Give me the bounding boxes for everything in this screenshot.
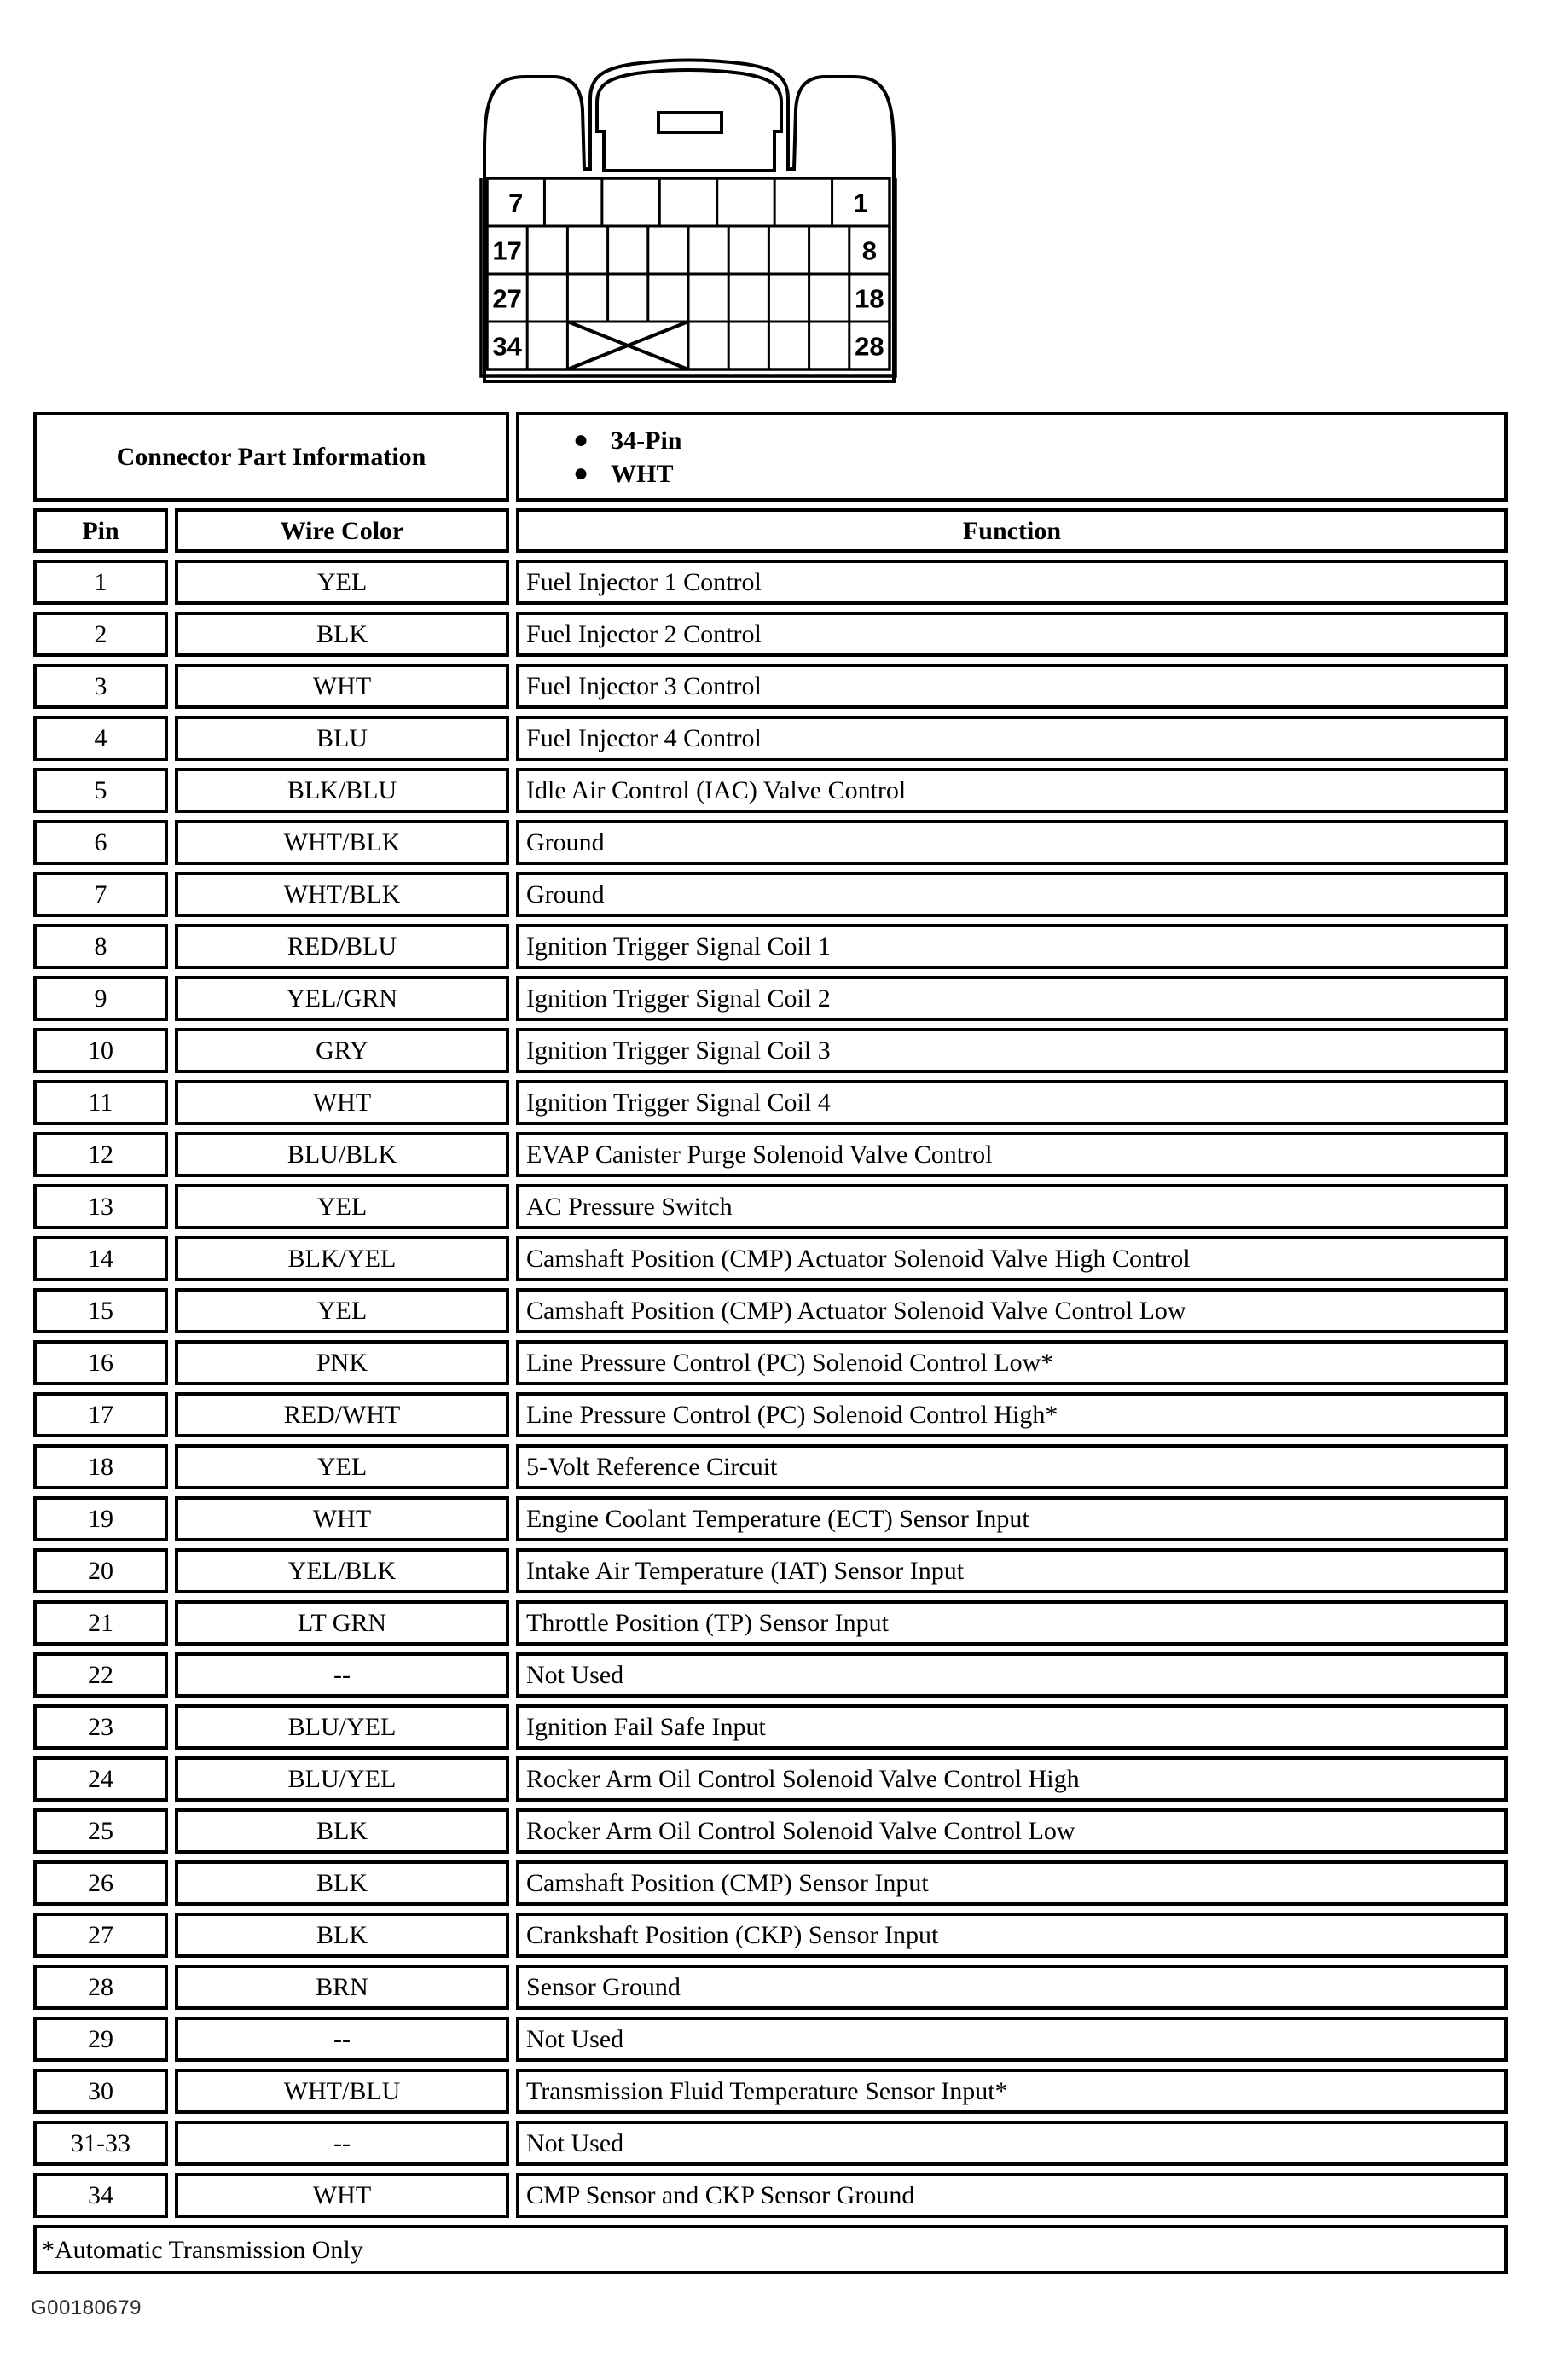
pin-number-label: 18 (855, 283, 884, 314)
pin-number-label: 27 (492, 283, 522, 314)
function-cell: Line Pressure Control (PC) Solenoid Control Low* (516, 1340, 1508, 1385)
function-cell: 5-Volt Reference Circuit (516, 1444, 1508, 1489)
pin-number-label: 17 (492, 235, 522, 266)
wire-color-cell: RED/WHT (175, 1392, 509, 1437)
wire-color-cell: BLU/YEL (175, 1704, 509, 1750)
wire-color-cell: BLU (175, 716, 509, 761)
table-row (33, 1860, 1508, 1906)
connector-specs-list (520, 427, 1504, 488)
function-cell: Transmission Fluid Temperature Sensor Input* (516, 2069, 1508, 2114)
function-cell: Camshaft Position (CMP) Actuator Solenoid Valve High Control (516, 1236, 1508, 1281)
function-cell: Ignition Trigger Signal Coil 4 (516, 1080, 1508, 1125)
wire-color-cell: WHT (175, 2173, 509, 2218)
table-row (33, 1704, 1508, 1750)
wire-color-cell: BLK/BLU (175, 768, 509, 813)
table-row (33, 1652, 1508, 1698)
table-row (33, 2069, 1508, 2114)
bullet-icon: ● (573, 459, 589, 487)
pin-cell: 22 (33, 1652, 168, 1698)
pin-cell: 25 (33, 1808, 168, 1854)
pin-cell: 21 (33, 1600, 168, 1646)
connector-specs-cell (516, 412, 1508, 502)
pin-cell: 1 (33, 560, 168, 605)
pin-cell: 16 (33, 1340, 168, 1385)
pin-cell: 17 (33, 1392, 168, 1437)
function-cell: AC Pressure Switch (516, 1184, 1508, 1229)
pin-cell: 31-33 (33, 2121, 168, 2166)
table-row (33, 1444, 1508, 1489)
function-cell: Ignition Trigger Signal Coil 2 (516, 976, 1508, 1021)
spec-item (573, 460, 1504, 488)
table-row (33, 820, 1508, 865)
wire-color-cell: YEL (175, 560, 509, 605)
pin-cell: 20 (33, 1548, 168, 1593)
pin-cell: 29 (33, 2017, 168, 2062)
latch-slot (658, 113, 722, 132)
table-row (33, 1288, 1508, 1333)
function-cell: Fuel Injector 3 Control (516, 664, 1508, 709)
pin-cell: 23 (33, 1704, 168, 1750)
bullet-icon: ● (573, 426, 589, 454)
spec-text: WHT (611, 459, 674, 488)
function-cell: Rocker Arm Oil Control Solenoid Valve Control High (516, 1756, 1508, 1802)
pin-cell: 19 (33, 1496, 168, 1541)
table-row (33, 1340, 1508, 1385)
spec-item (573, 427, 1504, 455)
wire-color-cell: BLK (175, 612, 509, 657)
wire-color-cell: BLK (175, 1808, 509, 1854)
function-cell: Not Used (516, 1652, 1508, 1698)
pin-header: Pin (33, 508, 168, 553)
function-cell: Fuel Injector 4 Control (516, 716, 1508, 761)
wire-color-cell: GRY (175, 1028, 509, 1073)
pinout-table (26, 405, 1515, 2281)
pin-cell: 26 (33, 1860, 168, 1906)
wire-color-cell: YEL/BLK (175, 1548, 509, 1593)
footnote-row (33, 2225, 1508, 2274)
wire-color-cell: BLK (175, 1913, 509, 1958)
wire-color-cell: WHT (175, 1496, 509, 1541)
table-row (33, 716, 1508, 761)
function-cell: Camshaft Position (CMP) Actuator Solenoid Valve Control Low (516, 1288, 1508, 1333)
function-cell: Ignition Trigger Signal Coil 3 (516, 1028, 1508, 1073)
wire-color-cell: WHT/BLU (175, 2069, 509, 2114)
wire-color-cell: -- (175, 2121, 509, 2166)
wire-color-cell: BLK (175, 1860, 509, 1906)
table-row (33, 1028, 1508, 1073)
table-row (33, 2173, 1508, 2218)
figure-id: G00180679 (31, 2296, 142, 2319)
wire-color-cell: RED/BLU (175, 924, 509, 969)
wire-color-cell: BLK/YEL (175, 1236, 509, 1281)
function-cell: Crankshaft Position (CKP) Sensor Input (516, 1913, 1508, 1958)
pin-cell: 4 (33, 716, 168, 761)
table-row (33, 1756, 1508, 1802)
wire-color-cell: YEL (175, 1444, 509, 1489)
pin-cell: 24 (33, 1756, 168, 1802)
table-row (33, 560, 1508, 605)
pin-cell: 10 (33, 1028, 168, 1073)
table-row (33, 768, 1508, 813)
function-cell: Sensor Ground (516, 1965, 1508, 2010)
pin-cell: 30 (33, 2069, 168, 2114)
table-row (33, 1913, 1508, 1958)
pin-number-label: 7 (508, 188, 524, 218)
footnote-cell: *Automatic Transmission Only (33, 2225, 1508, 2274)
wire-color-cell: BLU/YEL (175, 1756, 509, 1802)
table-row (33, 2017, 1508, 2062)
pin-cell: 9 (33, 976, 168, 1021)
pin-table-body (33, 560, 1508, 2218)
table-row (33, 1548, 1508, 1593)
pin-grid-cells (487, 178, 890, 369)
wire-color-cell: YEL (175, 1184, 509, 1229)
function-cell: Throttle Position (TP) Sensor Input (516, 1600, 1508, 1646)
pin-number-label: 1 (853, 188, 868, 218)
function-cell: CMP Sensor and CKP Sensor Ground (516, 2173, 1508, 2218)
table-row (33, 664, 1508, 709)
table-row (33, 1080, 1508, 1125)
pin-cell: 28 (33, 1965, 168, 2010)
function-cell: EVAP Canister Purge Solenoid Valve Control (516, 1132, 1508, 1177)
wire-color-cell: BRN (175, 1965, 509, 2010)
wire-color-cell: YEL/GRN (175, 976, 509, 1021)
pin-cell: 2 (33, 612, 168, 657)
function-cell: Ground (516, 820, 1508, 865)
wire-color-cell: WHT/BLK (175, 820, 509, 865)
connector-diagram (476, 49, 902, 389)
function-header: Function (516, 508, 1508, 553)
table-row (33, 2121, 1508, 2166)
spec-text: 34-Pin (611, 426, 682, 455)
pin-cell: 6 (33, 820, 168, 865)
table-row (33, 612, 1508, 657)
wire-color-cell: WHT/BLK (175, 872, 509, 917)
table-row (33, 976, 1508, 1021)
wire-color-cell: -- (175, 2017, 509, 2062)
pin-number-label: 28 (855, 331, 884, 362)
pin-cell: 34 (33, 2173, 168, 2218)
table-row (33, 1392, 1508, 1437)
function-cell: Ignition Trigger Signal Coil 1 (516, 924, 1508, 969)
pin-cell: 8 (33, 924, 168, 969)
function-cell: Fuel Injector 2 Control (516, 612, 1508, 657)
function-cell: Camshaft Position (CMP) Sensor Input (516, 1860, 1508, 1906)
pin-cell: 15 (33, 1288, 168, 1333)
column-header-row (33, 508, 1508, 553)
pin-cell: 27 (33, 1913, 168, 1958)
function-cell: Not Used (516, 2121, 1508, 2166)
part-info-row (33, 412, 1508, 502)
pin-cell: 11 (33, 1080, 168, 1125)
function-cell: Idle Air Control (IAC) Valve Control (516, 768, 1508, 813)
pin-number-label: 34 (492, 331, 522, 362)
wire-color-header: Wire Color (175, 508, 509, 553)
function-cell: Intake Air Temperature (IAT) Sensor Input (516, 1548, 1508, 1593)
function-cell: Engine Coolant Temperature (ECT) Sensor Input (516, 1496, 1508, 1541)
connector-latch-outline (597, 70, 781, 171)
wire-color-cell: YEL (175, 1288, 509, 1333)
wire-color-cell: WHT (175, 1080, 509, 1125)
table-row (33, 1496, 1508, 1541)
pin-cell: 12 (33, 1132, 168, 1177)
pin-cell: 13 (33, 1184, 168, 1229)
connector-part-info-cell: Connector Part Information (33, 412, 509, 502)
pin-cell: 3 (33, 664, 168, 709)
pin-number-label: 8 (861, 235, 878, 266)
wire-color-cell: LT GRN (175, 1600, 509, 1646)
function-cell: Rocker Arm Oil Control Solenoid Valve Control Low (516, 1808, 1508, 1854)
wire-color-cell: BLU/BLK (175, 1132, 509, 1177)
wire-color-cell: -- (175, 1652, 509, 1698)
table-row (33, 924, 1508, 969)
table-row (33, 1184, 1508, 1229)
table-row (33, 1600, 1508, 1646)
pin-cell: 14 (33, 1236, 168, 1281)
function-cell: Ignition Fail Safe Input (516, 1704, 1508, 1750)
table-row (33, 1236, 1508, 1281)
wire-color-cell: WHT (175, 664, 509, 709)
function-cell: Not Used (516, 2017, 1508, 2062)
wire-color-cell: PNK (175, 1340, 509, 1385)
function-cell: Fuel Injector 1 Control (516, 560, 1508, 605)
table-row (33, 1808, 1508, 1854)
pin-cell: 7 (33, 872, 168, 917)
table-row (33, 872, 1508, 917)
table-row (33, 1132, 1508, 1177)
function-cell: Ground (516, 872, 1508, 917)
table-row (33, 1965, 1508, 2010)
pin-cell: 5 (33, 768, 168, 813)
function-cell: Line Pressure Control (PC) Solenoid Control High* (516, 1392, 1508, 1437)
pin-cell: 18 (33, 1444, 168, 1489)
